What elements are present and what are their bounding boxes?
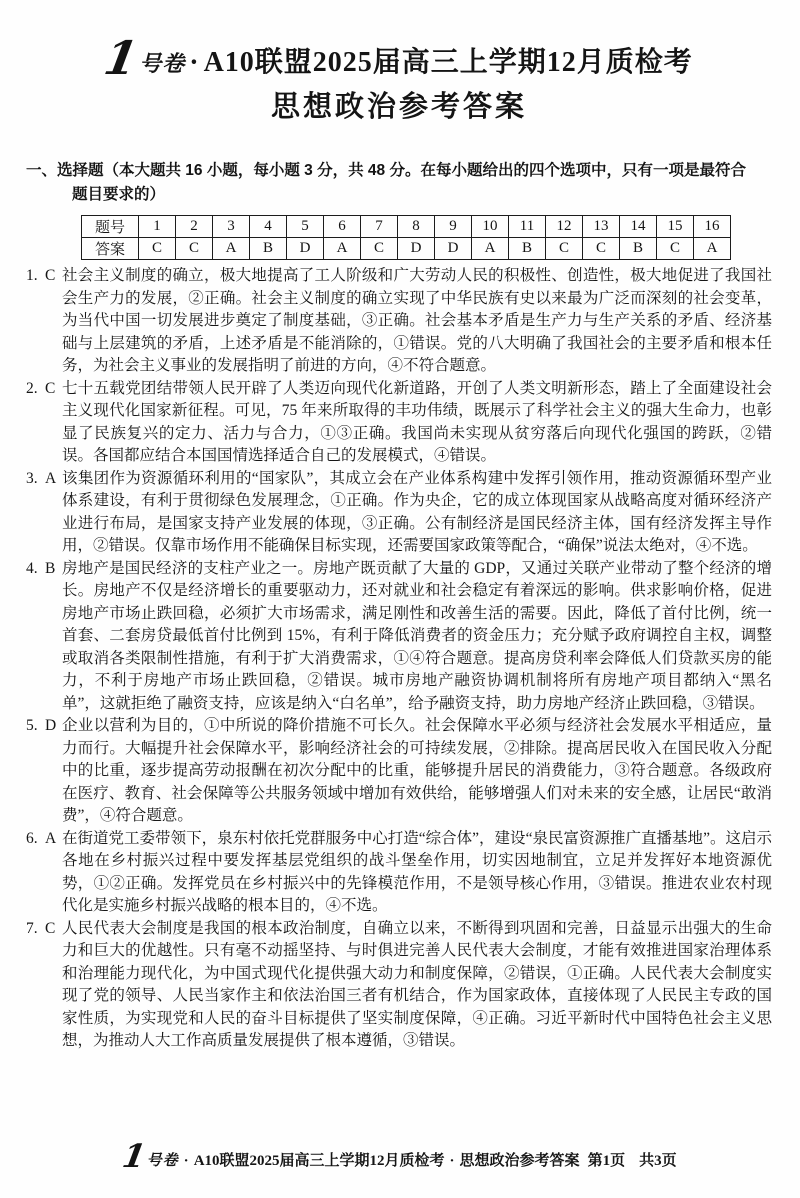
footer-separator-2: · (449, 1153, 455, 1169)
exam-name: A10联盟2025届高三上学期12月质检考 (203, 47, 693, 78)
question-number: 3. (26, 469, 38, 487)
question-number-cell: 13 (583, 216, 620, 238)
question-number-cell: 12 (546, 216, 583, 238)
answer-cell: C (361, 238, 398, 260)
footer-exam-name: A10联盟2025届高三上学期12月质检考 (193, 1153, 445, 1169)
question-number-cell: 7 (361, 216, 398, 238)
title-separator: · (189, 47, 200, 78)
answer-cell: A (213, 238, 250, 260)
answer-letter: C (45, 379, 56, 397)
question-number-cell: 6 (324, 216, 361, 238)
page-footer (0, 1137, 800, 1175)
section-heading-line2: 题目要求的） (72, 186, 166, 203)
brand-logo: 1号卷 (100, 31, 186, 85)
explanation-item (26, 378, 772, 468)
answer-cell: C (139, 238, 176, 260)
answer-cell: A (324, 238, 361, 260)
question-number-cell: 14 (620, 216, 657, 238)
explanation-text: 房地产是国民经济的支柱产业之一。房地产既贡献了大量的 GDP，又通过关联产业带动了整个经济的增长。房地产不仅是经济增长的重要驱动力，还对就业和社会稳定有着深远的影响。供求影响价格，促进房地产市场止跌回稳，必须扩大市场需求，满足刚性和改善生活的需要。因此，降低了首付比例，统一首套、二套房贷最低首付比例到 15%，有利于降低消费者的资金压力；充分赋予政府调控自主权，调整或取消各类限制性措施，有利于扩大消费需求，①④符合题意。提高房贷利率会降低人们贷款买房的能力，不利于房地产市场止跌回稳，②错误。城市房地产融资协调机制将所有房地产项目都纳入“黑名单”，这就拒绝了融资支持，应该是纳入“白名单”，给予融资支持，助力房地产经济止跌回稳，③错误。 (62, 559, 772, 712)
answer-letter: B (45, 559, 56, 577)
section-heading (26, 159, 772, 207)
question-number: 7. (26, 919, 38, 937)
answer-cell: D (287, 238, 324, 260)
answer-cell: C (176, 238, 213, 260)
footer-brand-logo-suffix: 号卷 (146, 1153, 179, 1169)
question-number-cell: 16 (694, 216, 731, 238)
explanation-text: 该集团作为资源循环利用的“国家队”，其成立会在产业体系构建中发挥引领作用，推动资源循环型产业体系建设，有利于贯彻绿色发展理念，①正确。作为央企，它的成立体现国家从战略高度对循环经济产业进行布局，是国家支持产业发展的体现，③正确。公有制经济是国民经济主体，国有经济发挥主导作用，②错误。仅靠市场作用不能确保目标实现，还需要国家政策等配合，“确保”说法太绝对，④不选。 (62, 469, 772, 554)
footer-page-total: 共3页 (639, 1153, 677, 1169)
explanation-text: 社会主义制度的确立，极大地提高了工人阶级和广大劳动人民的积极性、创造性，极大地促进了我国社会生产力的发展，②正确。社会主义制度的确立实现了中华民族有史以来最为广泛而深刻的社会变革，为当代中国一切发展进步奠定了制度基础，③正确。社会基本矛盾是生产力与生产关系的矛盾、经济基础与上层建筑的矛盾，上述矛盾是不能消除的，①错误。党的八大明确了我国社会的主要矛盾和根本任务，为社会主义事业的发展指明了前进的方向，④不符合题意。 (62, 267, 772, 374)
explanation-item (26, 558, 772, 716)
footer-subject: 思想政治参考答案 (459, 1153, 580, 1169)
question-number-cell: 10 (472, 216, 509, 238)
explanation-text: 在街道党工委带领下，泉东村依托党群服务中心打造“综合体”，建设“泉民富资源推广直播基地”。这启示各地在乡村振兴过程中要发挥基层党组织的战斗堡垒作用，切实因地制宜，立足并发挥好本地资源优势，①②正确。发挥党员在乡村振兴中的先锋模范作用，不是领导核心作用，③错误。推进农业农村现代化是实施乡村振兴战略的根本目的，④不选。 (62, 829, 772, 914)
answer-cell: D (435, 238, 472, 260)
answer-cell: C (657, 238, 694, 260)
question-number-cell: 9 (435, 216, 472, 238)
question-number: 4. (26, 559, 38, 577)
question-number-row (82, 216, 731, 238)
answer-cell: A (694, 238, 731, 260)
explanation-item (26, 468, 772, 558)
explanation-list (26, 265, 772, 1053)
explanation-item (26, 715, 772, 828)
brand-logo-suffix: 号卷 (139, 51, 186, 76)
answer-cell: B (509, 238, 546, 260)
answer-cell: D (398, 238, 435, 260)
question-number: 6. (26, 829, 38, 847)
question-number: 2. (26, 379, 38, 397)
question-number: 5. (26, 717, 38, 734)
answer-letter: C (45, 919, 56, 937)
question-number-cell: 4 (250, 216, 287, 238)
answer-row (82, 238, 731, 260)
section-heading-line1: 一、选择题（本大题共 16 小题，每小题 3 分，共 48 分。在每小题给出的四个选项中，只有一项是最符合 (26, 162, 746, 179)
footer-page-number: 第1页 (587, 1153, 626, 1169)
answer-cell: B (250, 238, 287, 260)
answer-letter: C (45, 267, 56, 284)
question-number-cell: 11 (509, 216, 546, 238)
explanation-item (26, 918, 772, 1053)
answer-cell: C (583, 238, 620, 260)
question-number-cell: 8 (398, 216, 435, 238)
answer-table (81, 215, 731, 260)
question-number-cell: 1 (139, 216, 176, 238)
footer-separator-1: · (183, 1153, 189, 1169)
explanation-item (26, 828, 772, 918)
document-title-line2: 思想政治参考答案 (270, 91, 527, 123)
answer-cell: A (472, 238, 509, 260)
answer-letter: A (45, 469, 57, 487)
question-number-cell: 3 (213, 216, 250, 238)
row-label-answers: 答案 (82, 238, 139, 260)
document-header (26, 31, 772, 125)
question-number: 1. (26, 267, 38, 284)
answer-cell: B (620, 238, 657, 260)
question-number-cell: 2 (176, 216, 213, 238)
question-number-cell: 15 (657, 216, 694, 238)
explanation-item (26, 265, 772, 378)
explanation-text: 企业以营利为目的，①中所说的降价措施不可长久。社会保障水平必须与经济社会发展水平相适应，量力而行。大幅提升社会保障水平，影响经济社会的可持续发展，②排除。提高居民收入在国民收入分配中的比重，逐步提高劳动报酬在初次分配中的比重，能够提升居民的消费能力，③符合题意。各级政府在医疗、教育、社会保障等公共服务领域中增加有效供给，能够增强人们对未来的安全感，让居民“敢消费”，④符合题意。 (62, 717, 772, 824)
answer-letter: D (45, 717, 57, 734)
explanation-text: 七十五载党团结带领人民开辟了人类迈向现代化新道路，开创了人类文明新形态，踏上了全面建设社会主义现代化国家新征程。可见，75 年来所取得的丰功伟绩，既展示了科学社会主义的强大生命力，也彰显了民族复兴的定力、活力与合力，①③正确。我国尚未实现从贫穷落后向现代化强国的跨跃，②错误。各国都应结合本国国情选择适合自己的发展模式，④错误。 (62, 379, 772, 464)
question-number-cell: 5 (287, 216, 324, 238)
answer-letter: A (45, 829, 57, 847)
document-title-line1 (26, 31, 772, 87)
answer-cell: C (546, 238, 583, 260)
row-label-numbers: 题号 (82, 216, 139, 238)
footer-brand-logo: 1号卷 (120, 1137, 179, 1175)
explanation-text: 人民代表大会制度是我国的根本政治制度，自确立以来，不断得到巩固和完善，日益显示出强大的生命力和巨大的优越性。只有毫不动摇坚持、与时俱进完善人民代表大会制度，才能有效推进国家治理体系和治理能力现代化，为中国式现代化提供强大动力和制度保障，②错误，①正确。人民代表大会制度实现了党的领导、人民当家作主和依法治国三者有机结合，作为国家政体，直接体现了人民民主专政的国家性质，为实现党和人民的奋斗目标提供了坚实制度保障，④正确。习近平新时代中国特色社会主义思想，为推动人大工作高质量发展提供了根本遵循，③错误。 (62, 919, 772, 1049)
